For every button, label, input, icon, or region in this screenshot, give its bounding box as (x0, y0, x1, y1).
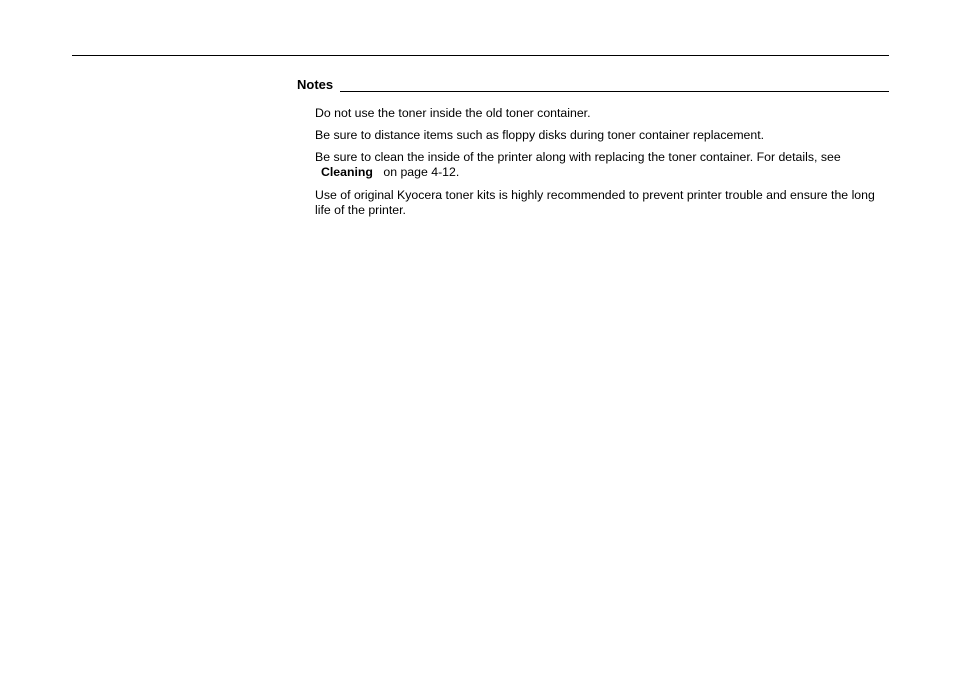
notes-title: Notes (297, 77, 334, 92)
note-item (315, 150, 889, 180)
header-rule (72, 55, 889, 56)
notes-header (297, 75, 889, 93)
note-item: Be sure to distance items such as floppy disks during toner container replacement. (315, 128, 765, 142)
cleaning-link[interactable]: Cleaning (321, 165, 373, 179)
notes-title-rule (340, 91, 889, 92)
note-text: Be sure to clean the inside of the printer along with replacing the toner container. For details, see (315, 150, 841, 164)
note-item: Use of original Kyocera toner kits is highly recommended to prevent printer trouble and ensure the long life of the printer. (315, 188, 875, 217)
notes-list (315, 106, 889, 225)
note-item: Do not use the toner inside the old toner container. (315, 106, 591, 120)
note-text: on page 4-12. (383, 165, 460, 179)
